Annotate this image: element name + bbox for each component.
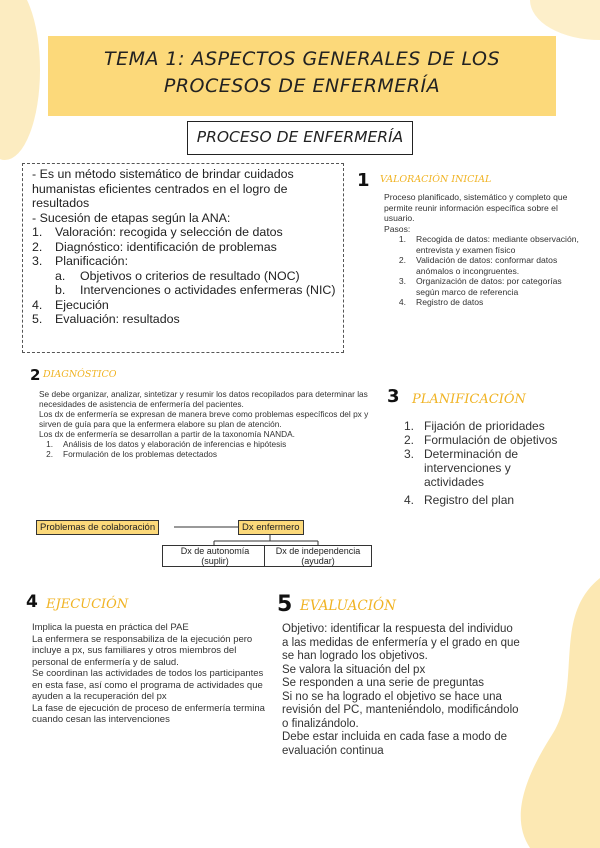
page-title-line1: TEMA 1: ASPECTOS GENERALES DE LOS (103, 48, 501, 70)
dx-independencia-box (264, 545, 372, 567)
list-item: 2. Formulación de objetivos (403, 433, 558, 447)
section-number-2: 2 (30, 366, 41, 384)
planificacion-heading: PLANIFICACIÓN (412, 392, 526, 407)
page-title-line2: PROCESOS DE ENFERMERÍA (163, 75, 441, 97)
dx-autonomia-label: Dx de autonomía (180, 546, 250, 556)
dx-independencia-label: Dx de independencia (275, 546, 361, 556)
list-item: 4. Registro del plan (403, 493, 515, 507)
list-item: 1. Análisis de los datos y elaboración de inferencias e hipótesis (46, 439, 287, 449)
valoracion-desc: Proceso planificado, sistemático y completo que permite reunir información específica sobre el usuario. (384, 192, 568, 223)
dx-autonomia-sub: (suplir) (201, 556, 229, 566)
list-item: 4. Ejecución (32, 297, 109, 312)
section-number-5: 5 (277, 592, 293, 617)
list-item: 1. Valoración: recogida y selección de datos (32, 225, 283, 239)
list-item: 2. Diagnóstico: identificación de problemas (32, 239, 277, 254)
list-item: 5. Evaluación: resultados (32, 312, 180, 326)
list-item: 3. Planificación: (32, 254, 129, 268)
evaluacion-p3: Se responden a una serie de preguntas (282, 677, 485, 689)
dx-independencia-sub: (ayudar) (301, 556, 335, 566)
diagnostico-p3: Los dx de enfermería se desarrollan a partir de la taxonomía NANDA. (39, 429, 295, 439)
section-number-3: 3 (387, 386, 400, 407)
ejecucion-p2: La enfermera se responsabiliza de la ejecución pero incluye a px, sus familiares y otros miembros del personal de enfermería y de salud. (32, 633, 253, 668)
list-item: 3. Determinación de intervenciones y actividades (403, 447, 519, 489)
section-box-title: PROCESO DE ENFERMERÍA (187, 121, 413, 155)
evaluacion-heading: EVALUACIÓN (300, 598, 396, 614)
list-item: 2. Formulación de los problemas detectados (46, 449, 218, 459)
diagnostico-p1: Se debe organizar, analizar, sintetizar y resumir los datos recopilados para determinar las necesidades de asistencia de enfermería del pacientes. (39, 389, 368, 409)
dx-autonomia-box (162, 545, 268, 567)
evaluacion-p1: Objetivo: identificar la respuesta del individuo a las medidas de enfermería y el grado en que se han logrado los objetivos. (282, 623, 520, 662)
ejecucion-body (32, 622, 270, 726)
list-item: 2. Validación de datos: conformar datos anómalos o incongruentes. (398, 255, 558, 276)
diagnostico-p2: Los dx de enfermería se expresan de manera breve como problemas específicos del px y sirven de guía para que la enfermera elabore su plan de atención. (39, 409, 369, 429)
section-number-1: 1 (357, 170, 370, 191)
colaboracion-box: Problemas de colaboración (36, 520, 159, 535)
dx-enfermero-box: Dx enfermero (238, 520, 304, 535)
valoracion-heading: VALORACIÓN INICIAL (380, 174, 492, 185)
list-item: a. Objetivos o criterios de resultado (NOC) (55, 268, 300, 283)
list-item: 4. Registro de datos (398, 297, 484, 307)
list-item: 1. Fijación de prioridades (403, 419, 545, 433)
evaluacion-p5: Debe estar incluida en cada fase a modo de evaluación continua (282, 731, 508, 757)
evaluacion-p4: Si no se ha logrado el objetivo se hace una revisión del PC, manteniéndolo, modificándolo o finalizándolo. (282, 690, 519, 730)
list-item: 3. Organización de datos: por categorías según marco de referencia (398, 276, 562, 297)
evaluacion-p2: Se valora la situación del px (282, 663, 426, 676)
evaluacion-body (282, 623, 522, 758)
valoracion-pasos: Pasos: (384, 223, 411, 234)
list-item: b. Intervenciones o actividades enfermeras (NIC) (55, 283, 336, 297)
section-number-4: 4 (26, 592, 38, 612)
diagnostico-heading: DIAGNÓSTICO (43, 369, 117, 380)
ejecucion-p4: La fase de ejecución de proceso de enfermería termina cuando cesan las intervenciones (32, 702, 265, 725)
list-item: 1. Recogida de datos: mediante observación, entrevista y examen físico (398, 234, 579, 255)
intro-stages-label: - Sucesión de etapas según la ANA: (32, 210, 231, 225)
ejecucion-p3: Se coordinan las actividades de todos los participantes en esta fase, así como el programa de actividades que ayuden a la recuperación del px (32, 668, 264, 702)
ejecucion-p1: Implica la puesta en práctica del PAE (32, 622, 189, 633)
ejecucion-heading: EJECUCIÓN (46, 597, 129, 612)
intro-definition: - Es un método sistemático de brindar cuidados humanistas eficientes centrados en el logro de resultados (32, 167, 294, 210)
